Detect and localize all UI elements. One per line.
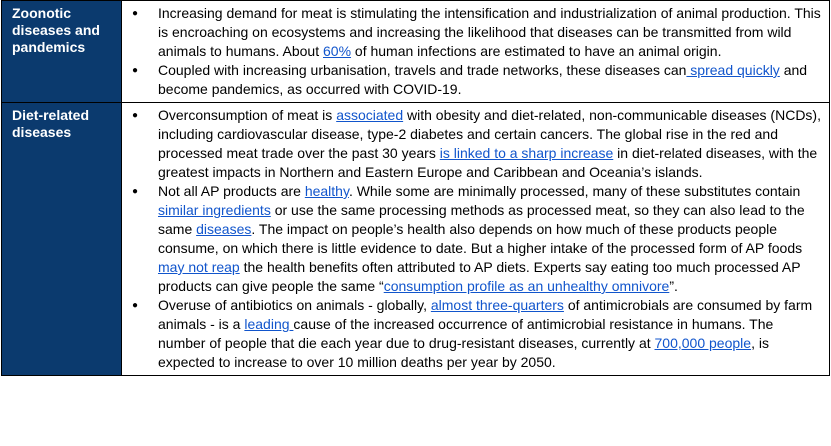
bullet-icon: ● — [132, 110, 139, 121]
bullet-text: Overuse of antibiotics on animals - globally, — [158, 297, 431, 313]
inline-link[interactable]: 700,000 people — [654, 335, 752, 351]
bullet-item — [132, 61, 823, 99]
inline-link[interactable]: consumption profile as an unhealthy omnivore — [383, 278, 670, 294]
row-body — [122, 103, 830, 376]
inline-link[interactable]: almost three-quarters — [430, 297, 564, 313]
bullet-icon: ● — [132, 300, 139, 311]
bullet-icon: ● — [132, 65, 139, 76]
inline-link[interactable]: may not reap — [158, 259, 240, 275]
inline-link[interactable]: 60% — [323, 43, 352, 59]
bullet-item — [132, 296, 823, 372]
bullet-icon: ● — [132, 186, 139, 197]
inline-link[interactable]: healthy — [304, 183, 349, 199]
bullet-text: the health benefits often attributed to AP diets. Experts say eating too much processed AP products can give people the same “ — [158, 259, 801, 294]
bullet-item — [132, 182, 823, 296]
row-heading: Diet-related diseases — [2, 103, 122, 376]
inline-link[interactable]: spread quickly — [686, 62, 780, 78]
inline-link[interactable]: leading — [244, 316, 294, 332]
bullet-text: with obesity and diet-related, non-communicable diseases (NCDs), including cardiovascular disease, type-2 diabetes and certain cancers. The global rise in the red and processed meat trade over the past 30 years — [158, 107, 821, 161]
bullet-text: Coupled with increasing urbanisation, travels and trade networks, these diseases can — [158, 62, 687, 78]
row-body — [122, 1, 830, 103]
bullet-text: and become pandemics, as occurred with COVID-19. — [158, 62, 808, 97]
bullet-text: Not all AP products are — [158, 183, 305, 199]
content-table — [1, 0, 830, 376]
inline-link[interactable]: is linked to a sharp increase — [439, 145, 614, 161]
bullet-list — [132, 106, 823, 372]
bullet-text: . The impact on people’s health also depends on how much of these products people consume, on which there is little evidence to date. But a higher intake of the processed form of AP foods — [158, 221, 803, 256]
bullet-item — [132, 106, 823, 182]
bullet-text: . While some are minimally processed, many of these substitutes contain — [348, 183, 801, 199]
bullet-text: ”. — [669, 278, 678, 294]
bullet-item — [132, 4, 823, 61]
bullet-text: , is expected to increase to over 10 million deaths per year by 2050. — [158, 335, 769, 370]
inline-link[interactable]: similar ingredients — [158, 202, 271, 218]
row-heading: Zoonotic diseases and pandemics — [2, 1, 122, 103]
bullet-icon: ● — [132, 8, 139, 19]
bullet-text: of antimicrobials are consumed by farm animals - is a — [158, 297, 813, 332]
inline-link[interactable]: diseases — [196, 221, 252, 237]
bullet-text: Overconsumption of meat is — [158, 107, 337, 123]
bullet-text: cause of the increased occurrence of antimicrobial resistance in humans. The number of people that die each year due to drug-resistant diseases, currently at — [158, 316, 774, 351]
inline-link[interactable]: associated — [336, 107, 404, 123]
bullet-text: in diet-related diseases, with the greatest impacts in Northern and Eastern Europe and Caribbean and Oceania’s islands. — [158, 145, 818, 180]
bullet-text: or use the same processing methods as processed meat, so they can also lead to the same — [158, 202, 805, 237]
bullet-list — [132, 4, 823, 99]
table-row — [2, 103, 830, 376]
bullet-text: of human infections are estimated to have an animal origin. — [351, 43, 722, 59]
table-row — [2, 1, 830, 103]
bullet-text: Increasing demand for meat is stimulating the intensification and industrialization of animal production. This is encroaching on ecosystems and increasing the likelihood that diseases can be transmitted from wild animals to humans. About — [158, 5, 821, 59]
